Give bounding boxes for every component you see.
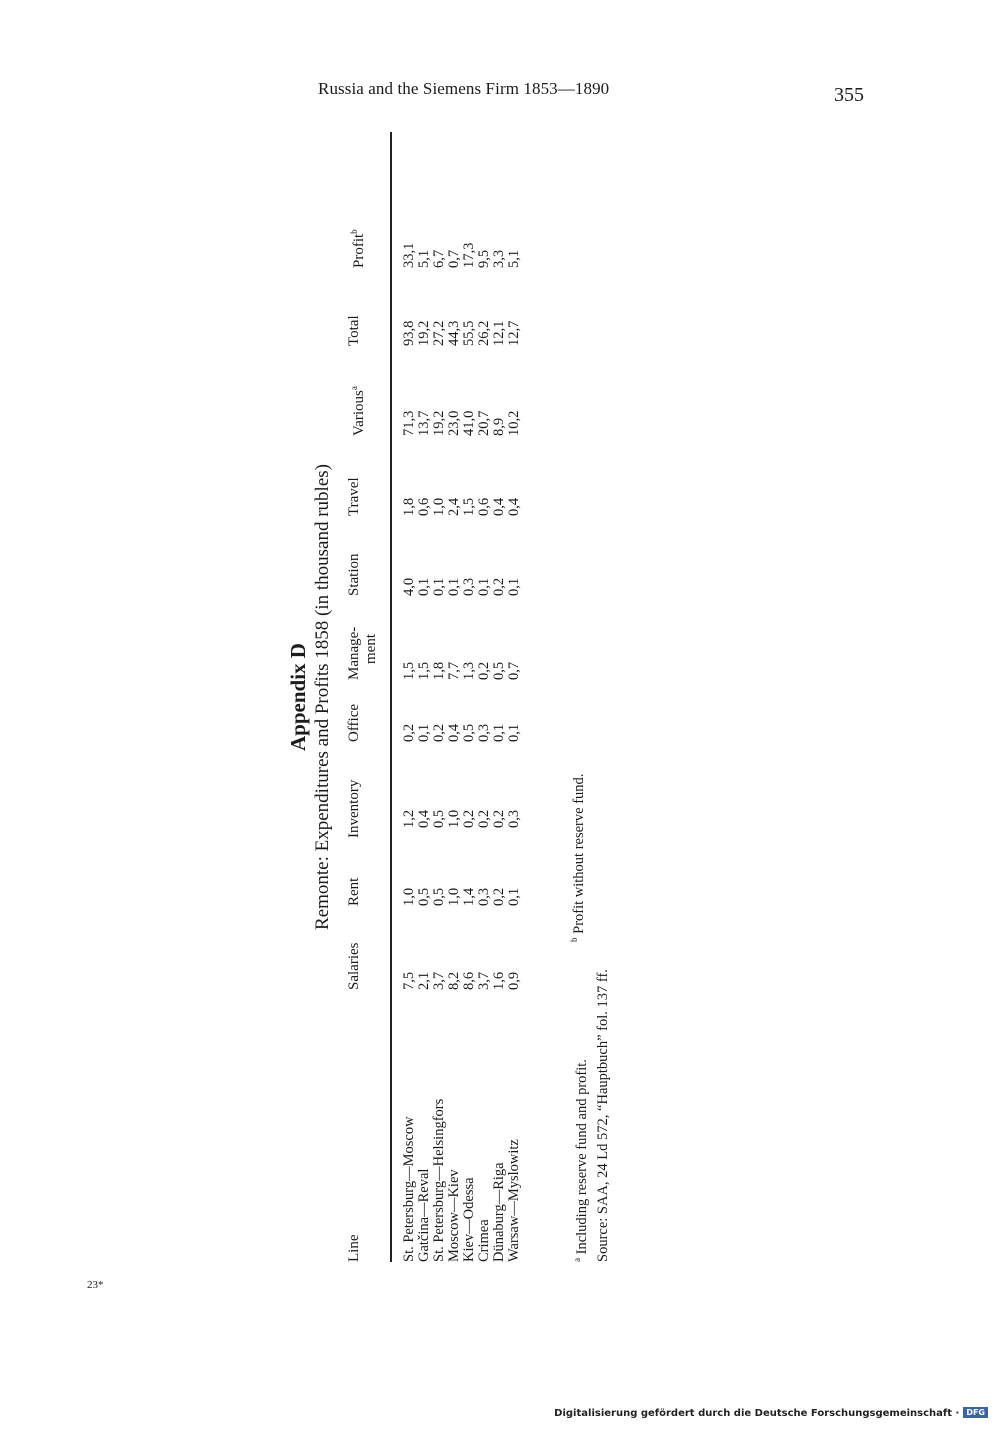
cell-travel: 0,4 [491, 497, 507, 516]
cell-total: 44,3 [446, 320, 462, 346]
appendix-subtitle: Remonte: Expenditures and Profits 1858 (in thousand rubles) [312, 464, 333, 930]
cell-management: 1,3 [461, 661, 477, 680]
cell-rent: 0,1 [506, 887, 522, 906]
source-note: Source: SAA, 24 Ld 572, “Hauptbuch” fol. 137 ff. [595, 969, 611, 1262]
footer-text: Digitalisierung gefördert durch die Deutsche Forschungsgemeinschaft · [554, 1408, 960, 1419]
running-head: Russia and the Siemens Firm 1853—1890 [318, 79, 610, 98]
cell-station: 4,0 [401, 577, 417, 596]
cell-line: St. Petersburg—Moscow [401, 1116, 417, 1262]
cell-various: 71,3 [401, 410, 417, 436]
cell-station: 0,1 [476, 577, 492, 596]
cell-profit: 3,3 [491, 249, 507, 268]
cell-office: 0,1 [506, 723, 522, 742]
cell-profit: 0,7 [446, 249, 462, 268]
cell-travel: 2,4 [446, 497, 462, 516]
cell-inventory: 0,4 [416, 809, 432, 828]
cell-salaries: 2,1 [416, 971, 432, 990]
header-management-line2: ment [363, 634, 379, 664]
header-various-footnote-mark: a [349, 386, 359, 391]
header-management-line1: Manage- [346, 626, 362, 680]
cell-line: Moscow—Kiev [446, 1169, 462, 1262]
cell-line: St. Petersburg—Helsingfors [431, 1098, 447, 1262]
cell-rent: 1,0 [401, 887, 417, 906]
header-salaries: Salaries [346, 942, 362, 990]
cell-profit: 17,3 [461, 242, 477, 268]
footnote-b [569, 774, 588, 942]
cell-station: 0,1 [446, 577, 462, 596]
cell-total: 27,2 [431, 320, 447, 346]
cell-various: 41,0 [461, 410, 477, 436]
cell-travel: 1,5 [461, 497, 477, 516]
cell-profit: 5,1 [416, 249, 432, 268]
appendix-block [286, 132, 626, 1262]
header-office: Office [346, 703, 362, 742]
cell-various: 20,7 [476, 410, 492, 436]
cell-management: 1,8 [431, 661, 447, 680]
cell-inventory: 0,2 [491, 809, 507, 828]
cell-profit: 6,7 [431, 249, 447, 268]
cell-various: 23,0 [446, 410, 462, 436]
cell-profit: 33,1 [401, 242, 417, 268]
cell-office: 0,2 [401, 723, 417, 742]
cell-management: 7,7 [446, 661, 462, 680]
cell-line: Warsaw—Myslowitz [506, 1139, 522, 1262]
cell-office: 0,4 [446, 723, 462, 742]
cell-salaries: 3,7 [476, 971, 492, 990]
signature-mark: 23* [87, 1279, 104, 1291]
header-rule [390, 132, 392, 1262]
cell-inventory: 0,3 [506, 809, 522, 828]
cell-travel: 0,6 [416, 497, 432, 516]
cell-rent: 0,5 [431, 887, 447, 906]
header-profit-label: Profit [351, 233, 367, 268]
cell-various: 8,9 [491, 417, 507, 436]
cell-rent: 0,2 [491, 887, 507, 906]
cell-inventory: 0,5 [431, 809, 447, 828]
cell-station: 0,1 [506, 577, 522, 596]
cell-office: 0,1 [416, 723, 432, 742]
cell-management: 1,5 [416, 661, 432, 680]
header-inventory: Inventory [346, 779, 362, 838]
cell-inventory: 0,2 [461, 809, 477, 828]
footnote-a-mark: a [572, 1258, 582, 1262]
cell-salaries: 8,2 [446, 971, 462, 990]
cell-management: 0,5 [491, 661, 507, 680]
cell-station: 0,1 [416, 577, 432, 596]
cell-rent: 1,4 [461, 887, 477, 906]
cell-rent: 0,5 [416, 887, 432, 906]
header-various-label: Various [351, 390, 367, 436]
cell-salaries: 7,5 [401, 971, 417, 990]
cell-total: 12,1 [491, 320, 507, 346]
cell-total: 26,2 [476, 320, 492, 346]
header-management [346, 627, 380, 680]
cell-travel: 1,8 [401, 497, 417, 516]
cell-line: Crimea [476, 1219, 492, 1262]
cell-total: 55,5 [461, 320, 477, 346]
header-various [346, 386, 368, 436]
cell-line: Gatčina—Reval [416, 1168, 432, 1262]
page-number: 355 [834, 84, 864, 106]
footnote-a-text: Including reserve fund and profit. [573, 1059, 590, 1255]
cell-management: 1,5 [401, 661, 417, 680]
footer-credit [554, 1407, 988, 1419]
cell-station: 0,2 [491, 577, 507, 596]
cell-salaries: 1,6 [491, 971, 507, 990]
cell-travel: 0,6 [476, 497, 492, 516]
cell-salaries: 3,7 [431, 971, 447, 990]
cell-profit: 9,5 [476, 249, 492, 268]
cell-line: Kiev—Odessa [461, 1177, 477, 1262]
footnote-a [569, 1059, 590, 1262]
cell-office: 0,1 [491, 723, 507, 742]
cell-station: 0,1 [431, 577, 447, 596]
cell-total: 19,2 [416, 320, 432, 346]
cell-various: 13,7 [416, 410, 432, 436]
footnote-b-mark: b [569, 937, 579, 942]
cell-station: 0,3 [461, 577, 477, 596]
cell-office: 0,5 [461, 723, 477, 742]
header-station: Station [346, 553, 362, 596]
cell-line: Dünaburg—Riga [491, 1162, 507, 1262]
header-profit [346, 229, 368, 268]
cell-various: 19,2 [431, 410, 447, 436]
cell-inventory: 1,0 [446, 809, 462, 828]
cell-travel: 0,4 [506, 497, 522, 516]
cell-total: 12,7 [506, 320, 522, 346]
cell-inventory: 0,2 [476, 809, 492, 828]
header-travel: Travel [346, 477, 362, 516]
cell-inventory: 1,2 [401, 809, 417, 828]
footnote-b-text: Profit without reserve fund. [570, 773, 587, 934]
header-rent: Rent [346, 877, 362, 906]
cell-profit: 5,1 [506, 249, 522, 268]
header-profit-footnote-mark: b [349, 229, 359, 234]
cell-rent: 1,0 [446, 887, 462, 906]
cell-office: 0,2 [431, 723, 447, 742]
cell-salaries: 8,6 [461, 971, 477, 990]
appendix-title: Appendix D [286, 643, 310, 751]
cell-salaries: 0,9 [506, 971, 522, 990]
cell-office: 0,3 [476, 723, 492, 742]
header-total: Total [346, 315, 362, 346]
cell-various: 10,2 [506, 410, 522, 436]
dfg-logo: DFG [963, 1407, 988, 1418]
cell-travel: 1,0 [431, 497, 447, 516]
cell-total: 93,8 [401, 320, 417, 346]
cell-management: 0,2 [476, 661, 492, 680]
header-line: Line [346, 1234, 362, 1262]
cell-management: 0,7 [506, 661, 522, 680]
cell-rent: 0,3 [476, 887, 492, 906]
